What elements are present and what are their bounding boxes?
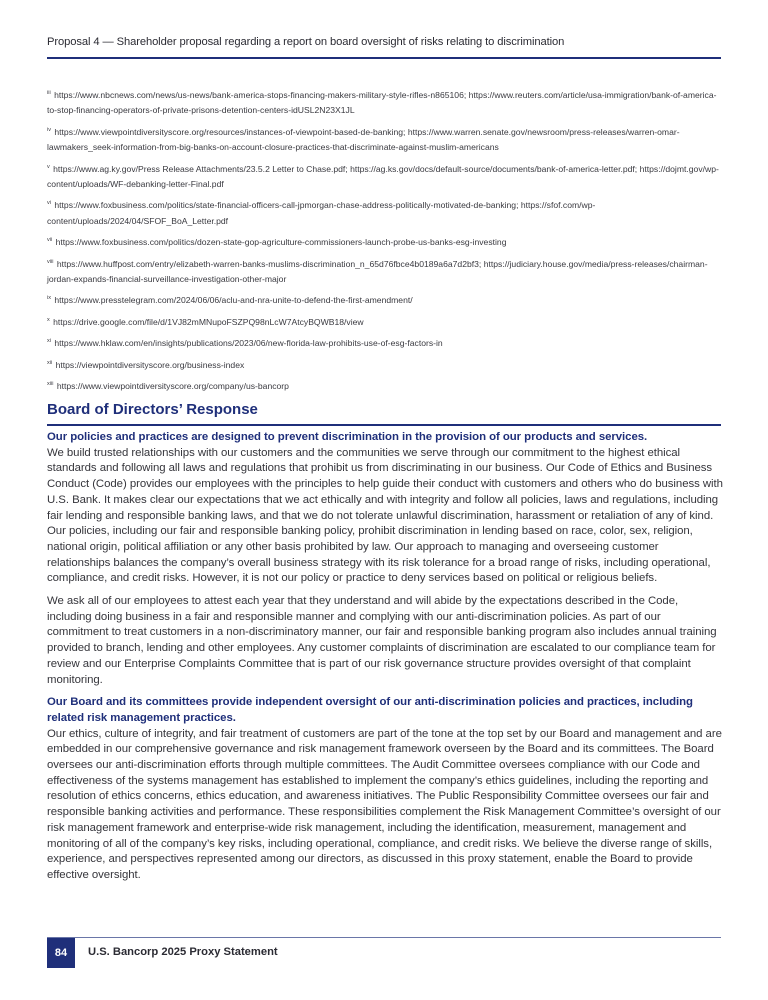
footnote-item — [47, 255, 723, 288]
footnote-marker: xi — [47, 338, 51, 345]
footnote-item — [47, 233, 723, 250]
footnote-marker: xii — [47, 359, 53, 366]
footnote-item — [47, 160, 723, 193]
footnote-marker: iii — [47, 90, 51, 96]
footer-divider — [47, 937, 721, 938]
footnote-item — [47, 86, 723, 119]
footnote-link[interactable]: https://www.nbcnews.com/news/us-news/bank-america-stops-financing-makers-military-style-rifles-n865106; https://www.reuters.com/article/usa-immigration/bank-of-america-to-stop-financing-operators-of-private-prisons-detention-centers-idUSL2N23X1JL — [47, 90, 717, 116]
response-paragraph — [47, 430, 723, 587]
section-heading: Board of Directors’ Response — [47, 401, 258, 418]
footnote-link[interactable]: https://www.hklaw.com/en/insights/publications/2023/06/new-florida-law-prohibits-use-of-esg-factors-in — [54, 338, 443, 349]
paragraph-lead: Our policies and practices are designed to prevent discrimination in the provision of our products and services. — [47, 431, 648, 443]
paragraph-lead: Our Board and its committees provide independent oversight of our anti-discrimination policies and practices, including related risk management practices. — [47, 696, 693, 724]
footnote-link[interactable]: https://drive.google.com/file/d/1VJ82mMNupoFSZPQ98nLcW7AtcyBQWB18/view — [53, 316, 364, 327]
paragraph-text: Our ethics, culture of integrity, and fair treatment of customers are part of the tone at the top set by our Board and management and are embedded in our comprehensive governance and risk management framework overseen by the Board and its committees. The Board oversees our anti-discrimination efforts through multiple committees. The Audit Committee oversees compliance with our Code and effectiveness of the systems management has established to implement the company’s ethics guidelines, including the reporting and resolution of ethics concerns, ethics education, and awareness initiatives. The Public Responsibility Committee oversees our fair and responsible banking activities and performance. These responsibilities complement the Risk Management Committee’s oversight of our risk management framework and enterprise-wide risk management, including the identification, measurement, management and monitoring of all of the company’s key risks, including operational, compliance, and credit risks. We believe the diverse range of skills, experience, and perspectives represented among our directors, as discussed in this proxy statement, enable the Board to provide effective oversight. — [47, 727, 722, 881]
footnote-marker: xiii — [47, 381, 54, 388]
footnotes-list — [47, 86, 723, 399]
footnote-marker: vii — [47, 237, 53, 244]
paragraph-text: We build trusted relationships with our customers and the communities we serve through our commitment to the highest ethical standards and following all laws and regulations that prohibit us from discriminating in our business. Our Code of Ethics and Business Conduct (Code) provides our employees with the principles to help guide their conduct with customers and others who do business with U.S. Bank. It makes clear our expectations that we act ethically and with integrity and follow all policies, laws and regulations, including fair lending and responsible banking laws, and that we do not tolerate unlawful discrimination, harassment or retaliation of any of kind. Our policies, including our fair and responsible banking policy, prohibit discrimination in lending based on race, color, sex, religion, national origin, political affiliation or any other basis prohibited by law. Our approach to managing and overseeing customer relationships balances the company’s overall business strategy with its risk tolerance for a broad range of risks, including operational, compliance, and credit risks. However, it is not our policy or practice to deny services based on political or religious beliefs. — [47, 446, 723, 585]
footnote-link[interactable]: https://www.viewpointdiversityscore.org/resources/instances-of-viewpoint-based-de-banking; https://www.warren.senate.gov/newsroom/press-releases/warren-omar-lawmakers_seek-information-from-big-banks-on-account-closure-practices-that-discriminate-against-muslim-americans — [47, 126, 680, 153]
footnote-link[interactable]: https://www.presstelegram.com/2024/06/06/aclu-and-nra-unite-to-defend-the-first-amendment/ — [54, 295, 413, 306]
response-paragraph — [47, 594, 723, 688]
footnote-marker: vi — [47, 200, 51, 207]
footnote-link[interactable]: https://www.ag.ky.gov/Press Release Attachments/23.5.2 Letter to Chase.pdf; https://ag.ks.gov/docs/default-source/documents/bank-of-america-letter.pdf; https://dojmt.gov/wp-content/uploads/WF-debanking-letter-Final.pdf — [47, 163, 719, 190]
footnote-item — [47, 313, 723, 330]
section-divider — [47, 424, 721, 426]
footnote-marker: iv — [47, 126, 51, 133]
page-number-badge: 84 — [47, 938, 75, 968]
footnote-item — [47, 196, 723, 229]
running-header: Proposal 4 — Shareholder proposal regarding a report on board oversight of risks relating to discrimination — [47, 36, 565, 48]
footer-title: U.S. Bancorp 2025 Proxy Statement — [88, 946, 278, 958]
response-paragraph — [47, 695, 723, 883]
footnote-marker: ix — [47, 295, 51, 302]
response-body — [47, 430, 723, 891]
header-divider — [47, 57, 721, 59]
footnote-marker: x — [47, 316, 50, 323]
footnote-item — [47, 377, 723, 394]
footnote-marker: v — [47, 163, 50, 170]
footnote-link[interactable]: https://www.huffpost.com/entry/elizabeth-warren-banks-muslims-discrimination_n_65d76fbce4b0189a6a7d2bf3; https://judiciary.house.gov/media/press-releases/chairman-jordan-expands-financial-surveillance-investigation-other-major — [47, 258, 708, 285]
footnote-link[interactable]: https://www.foxbusiness.com/politics/dozen-state-gop-agriculture-commissioners-launch-probe-us-banks-esg-investing — [55, 237, 507, 248]
footnote-link[interactable]: https://www.viewpointdiversityscore.org/company/us-bancorp — [56, 381, 289, 392]
footnote-item — [47, 291, 723, 308]
footnote-item — [47, 356, 723, 373]
footnote-item — [47, 334, 723, 351]
footnote-marker: viii — [47, 258, 54, 265]
footnote-link[interactable]: https://viewpointdiversityscore.org/business-index — [55, 359, 245, 370]
paragraph-text: We ask all of our employees to attest each year that they understand and will abide by the expectations described in the Code, including doing business in a fair and responsible manner and complying with our anti-discrimination policies. As part of our commitment to treat customers in a non-discriminatory manner, our fair and responsible banking program also includes annual training provided to branch, lending and other employees. Any customer complaints of discrimination are escalated to our compliance team for review and our Enterprise Complaints Committee that is part of our risk governance structure provides oversight of that complaint monitoring. — [47, 595, 717, 686]
footnote-link[interactable]: https://www.foxbusiness.com/politics/state-financial-officers-call-jpmorgan-chase-address-politically-motivated-de-banking; https://sfof.com/wp-content/uploads/2024/04/SFOF_BoA_Letter.pdf — [47, 200, 596, 226]
footnote-item — [47, 123, 723, 156]
